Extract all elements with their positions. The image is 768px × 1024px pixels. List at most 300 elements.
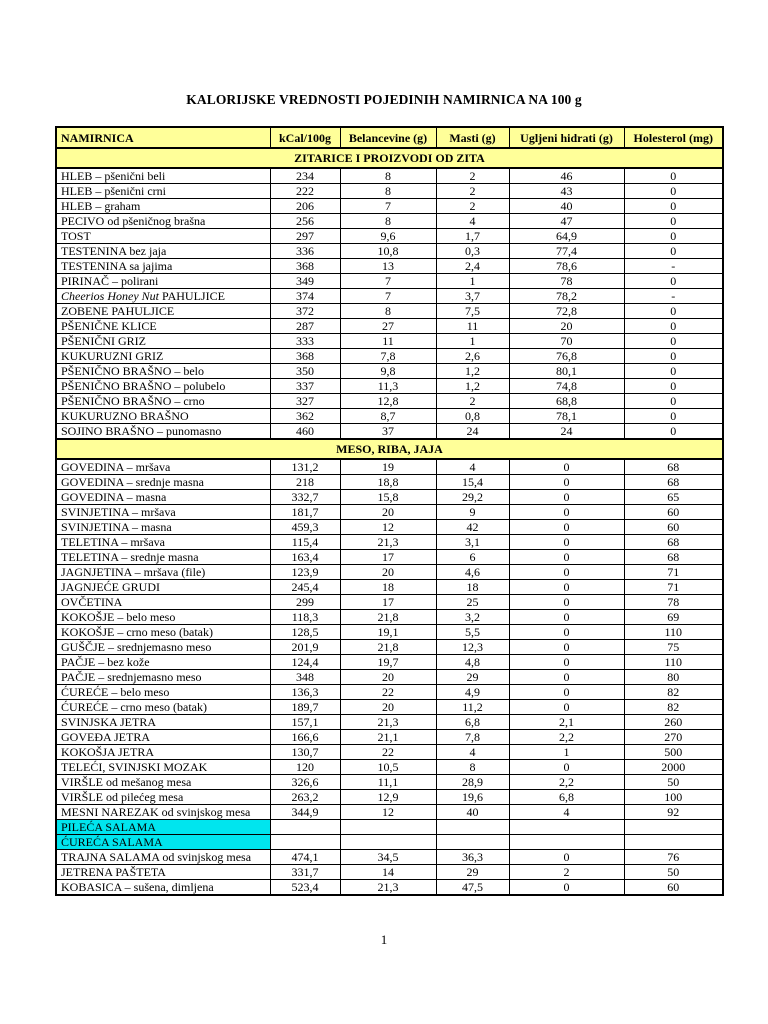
table-row: [56, 610, 723, 625]
food-name-cell: [56, 805, 270, 820]
chol-cell: 60: [624, 505, 723, 520]
protein-cell: 21,8: [340, 640, 436, 655]
table-row: [56, 214, 723, 229]
food-name: HLEB – pšenični crni: [61, 184, 166, 198]
kcal-cell: 218: [270, 475, 340, 490]
chol-cell: 69: [624, 610, 723, 625]
food-name: GOVEDINA – masna: [61, 490, 167, 504]
fat-cell: 2: [436, 394, 509, 409]
carbs-cell: 2,1: [509, 715, 624, 730]
table-row: [56, 319, 723, 334]
chol-cell: 76: [624, 850, 723, 865]
fat-cell: 40: [436, 805, 509, 820]
fat-cell: 4: [436, 459, 509, 475]
food-name: SVINJSKA JETRA: [61, 715, 157, 729]
carbs-cell: 0: [509, 580, 624, 595]
chol-cell: -: [624, 289, 723, 304]
kcal-cell: 263,2: [270, 790, 340, 805]
protein-cell: 10,8: [340, 244, 436, 259]
carbs-cell: 1: [509, 745, 624, 760]
kcal-cell: 374: [270, 289, 340, 304]
fat-cell: 1,7: [436, 229, 509, 244]
protein-cell: 9,8: [340, 364, 436, 379]
fat-cell: 8: [436, 760, 509, 775]
protein-cell: 17: [340, 595, 436, 610]
chol-cell: 2000: [624, 760, 723, 775]
protein-cell: 11,1: [340, 775, 436, 790]
protein-cell: 18,8: [340, 475, 436, 490]
table-row: [56, 595, 723, 610]
fat-cell: 29,2: [436, 490, 509, 505]
carbs-cell: 78,6: [509, 259, 624, 274]
food-name-cell: [56, 880, 270, 896]
food-name: KOKOŠJE – belo meso: [61, 610, 176, 624]
table-row: [56, 790, 723, 805]
carbs-cell: 0: [509, 655, 624, 670]
carbs-cell: 0: [509, 520, 624, 535]
chol-cell: 0: [624, 424, 723, 440]
kcal-cell: 201,9: [270, 640, 340, 655]
protein-cell: 11: [340, 334, 436, 349]
table-row: [56, 289, 723, 304]
food-name-cell: [56, 424, 270, 440]
table-row: [56, 244, 723, 259]
carbs-cell: [509, 835, 624, 850]
table-row: [56, 379, 723, 394]
food-name-cell: [56, 850, 270, 865]
carbs-cell: 72,8: [509, 304, 624, 319]
protein-cell: 20: [340, 700, 436, 715]
table-row: [56, 580, 723, 595]
food-name: TELETINA – mršava: [61, 535, 165, 549]
table-row: [56, 535, 723, 550]
fat-cell: 28,9: [436, 775, 509, 790]
food-name-cell: [56, 475, 270, 490]
food-name: JAGNJETINA – mršava (file): [61, 565, 206, 579]
chol-cell: 100: [624, 790, 723, 805]
fat-cell: 1: [436, 274, 509, 289]
chol-cell: 0: [624, 379, 723, 394]
food-name: KOKOŠJA JETRA: [61, 745, 155, 759]
table-row: [56, 229, 723, 244]
food-brand-name: Cheerios Honey Nut: [61, 289, 159, 303]
chol-cell: 0: [624, 409, 723, 424]
chol-cell: 60: [624, 880, 723, 896]
protein-cell: 9,6: [340, 229, 436, 244]
food-name: VIRŠLE od pilećeg mesa: [61, 790, 184, 804]
fat-cell: 2: [436, 199, 509, 214]
food-name: KOBASICA – sušena, dimljena: [61, 880, 214, 894]
fat-cell: 2: [436, 184, 509, 199]
kcal-cell: 459,3: [270, 520, 340, 535]
fat-cell: [436, 820, 509, 835]
food-name: ĆUREĆE – belo meso: [61, 685, 170, 699]
food-name-cell: [56, 535, 270, 550]
protein-cell: 34,5: [340, 850, 436, 865]
fat-cell: 3,1: [436, 535, 509, 550]
protein-cell: 13: [340, 259, 436, 274]
chol-cell: 75: [624, 640, 723, 655]
food-name-cell: [56, 364, 270, 379]
protein-cell: 12,9: [340, 790, 436, 805]
kcal-cell: 181,7: [270, 505, 340, 520]
carbs-cell: 2: [509, 865, 624, 880]
kcal-cell: 350: [270, 364, 340, 379]
protein-cell: 8: [340, 304, 436, 319]
food-name: KUKURUZNI GRIZ: [61, 349, 164, 363]
food-name-cell: [56, 745, 270, 760]
food-name-cell: [56, 550, 270, 565]
chol-cell: 0: [624, 319, 723, 334]
carbs-cell: 64,9: [509, 229, 624, 244]
header-namirnica: NAMIRNICA: [56, 127, 270, 148]
food-name: TESTENINA sa jajima: [61, 259, 173, 273]
food-name-cell: [56, 379, 270, 394]
food-name-cell: [56, 775, 270, 790]
fat-cell: 7,8: [436, 730, 509, 745]
table-header-row: [56, 127, 723, 148]
protein-cell: 19,7: [340, 655, 436, 670]
section-title: ZITARICE I PROIZVODI OD ZITA: [56, 148, 723, 168]
fat-cell: 4: [436, 214, 509, 229]
section-header-row: [56, 148, 723, 168]
carbs-cell: 46: [509, 168, 624, 184]
table-row: [56, 655, 723, 670]
chol-cell: 0: [624, 168, 723, 184]
food-name: VIRŠLE od mešanog mesa: [61, 775, 192, 789]
protein-cell: 20: [340, 505, 436, 520]
table-row: [56, 730, 723, 745]
protein-cell: 17: [340, 550, 436, 565]
kcal-cell: 372: [270, 304, 340, 319]
food-name-cell: [56, 319, 270, 334]
food-name: PŠENIČNO BRAŠNO – crno: [61, 394, 205, 408]
chol-cell: -: [624, 259, 723, 274]
table-row: [56, 475, 723, 490]
protein-cell: 7,8: [340, 349, 436, 364]
fat-cell: 2,6: [436, 349, 509, 364]
chol-cell: 50: [624, 775, 723, 790]
table-row: [56, 394, 723, 409]
nutrition-table: [55, 126, 724, 896]
chol-cell: 260: [624, 715, 723, 730]
fat-cell: 5,5: [436, 625, 509, 640]
kcal-cell: 189,7: [270, 700, 340, 715]
chol-cell: 0: [624, 199, 723, 214]
table-row: [56, 490, 723, 505]
food-name-cell: [56, 580, 270, 595]
fat-cell: 9: [436, 505, 509, 520]
chol-cell: 68: [624, 475, 723, 490]
food-name: JETRENA PAŠTETA: [61, 865, 166, 879]
food-name-cell: [56, 304, 270, 319]
food-name: PŠENIČNO BRAŠNO – belo: [61, 364, 205, 378]
fat-cell: 0,3: [436, 244, 509, 259]
fat-cell: 1,2: [436, 379, 509, 394]
food-name: TOST: [61, 229, 91, 243]
protein-cell: 37: [340, 424, 436, 440]
protein-cell: 10,5: [340, 760, 436, 775]
kcal-cell: 349: [270, 274, 340, 289]
protein-cell: 8: [340, 184, 436, 199]
food-name-cell: [56, 214, 270, 229]
carbs-cell: 0: [509, 670, 624, 685]
kcal-cell: 299: [270, 595, 340, 610]
fat-cell: 29: [436, 865, 509, 880]
kcal-cell: 331,7: [270, 865, 340, 880]
carbs-cell: 80,1: [509, 364, 624, 379]
food-name-cell: [56, 565, 270, 580]
food-name-cell: [56, 655, 270, 670]
fat-cell: 0,8: [436, 409, 509, 424]
kcal-cell: 118,3: [270, 610, 340, 625]
carbs-cell: 40: [509, 199, 624, 214]
chol-cell: 110: [624, 655, 723, 670]
food-name: TESTENINA bez jaja: [61, 244, 167, 258]
kcal-cell: 123,9: [270, 565, 340, 580]
fat-cell: 4: [436, 745, 509, 760]
table-row: [56, 625, 723, 640]
carbs-cell: 76,8: [509, 349, 624, 364]
food-name-cell: [56, 520, 270, 535]
table-row: [56, 565, 723, 580]
fat-cell: 24: [436, 424, 509, 440]
protein-cell: 12,8: [340, 394, 436, 409]
protein-cell: 12: [340, 520, 436, 535]
kcal-cell: 326,6: [270, 775, 340, 790]
protein-cell: 19,1: [340, 625, 436, 640]
carbs-cell: 0: [509, 700, 624, 715]
kcal-cell: 523,4: [270, 880, 340, 896]
fat-cell: 1: [436, 334, 509, 349]
kcal-cell: [270, 820, 340, 835]
section-header-row: [56, 439, 723, 459]
food-name-cell: [56, 595, 270, 610]
food-name-cell: [56, 715, 270, 730]
fat-cell: 7,5: [436, 304, 509, 319]
carbs-cell: 0: [509, 505, 624, 520]
food-name-cell: [56, 349, 270, 364]
table-row: [56, 364, 723, 379]
food-name-cell: [56, 640, 270, 655]
header-protein: Belancevine (g): [340, 127, 436, 148]
kcal-cell: 163,4: [270, 550, 340, 565]
food-name: SVINJETINA – masna: [61, 520, 172, 534]
chol-cell: [624, 820, 723, 835]
kcal-cell: 336: [270, 244, 340, 259]
carbs-cell: 0: [509, 760, 624, 775]
kcal-cell: 130,7: [270, 745, 340, 760]
carbs-cell: 24: [509, 424, 624, 440]
kcal-cell: 368: [270, 259, 340, 274]
carbs-cell: 0: [509, 595, 624, 610]
table-row: [56, 304, 723, 319]
food-name: TELETINA – srednje masna: [61, 550, 199, 564]
kcal-cell: 166,6: [270, 730, 340, 745]
carbs-cell: 0: [509, 535, 624, 550]
carbs-cell: 2,2: [509, 775, 624, 790]
kcal-cell: 115,4: [270, 535, 340, 550]
carbs-cell: 4: [509, 805, 624, 820]
fat-cell: 36,3: [436, 850, 509, 865]
food-name-cell: [56, 790, 270, 805]
table-row: [56, 550, 723, 565]
food-name: PILEĆA SALAMA: [61, 820, 157, 834]
chol-cell: 71: [624, 565, 723, 580]
chol-cell: 0: [624, 274, 723, 289]
fat-cell: 42: [436, 520, 509, 535]
fat-cell: 1,2: [436, 364, 509, 379]
fat-cell: 11: [436, 319, 509, 334]
food-name-cell: [56, 184, 270, 199]
food-name: SVINJETINA – mršava: [61, 505, 176, 519]
table-row: [56, 640, 723, 655]
food-name-cell: [56, 409, 270, 424]
carbs-cell: 77,4: [509, 244, 624, 259]
table-row: [56, 820, 723, 835]
protein-cell: 7: [340, 199, 436, 214]
food-name: GUŠČJE – srednjemasno meso: [61, 640, 212, 654]
fat-cell: 3,7: [436, 289, 509, 304]
kcal-cell: 332,7: [270, 490, 340, 505]
table-row: [56, 685, 723, 700]
chol-cell: 92: [624, 805, 723, 820]
protein-cell: 21,1: [340, 730, 436, 745]
fat-cell: 2,4: [436, 259, 509, 274]
protein-cell: 18: [340, 580, 436, 595]
carbs-cell: 0: [509, 625, 624, 640]
kcal-cell: 287: [270, 319, 340, 334]
protein-cell: [340, 835, 436, 850]
food-name: GOVEDINA – srednje masna: [61, 475, 204, 489]
food-name-cell: [56, 610, 270, 625]
protein-cell: 20: [340, 670, 436, 685]
carbs-cell: 74,8: [509, 379, 624, 394]
carbs-cell: 0: [509, 880, 624, 896]
table-row: [56, 850, 723, 865]
protein-cell: 22: [340, 745, 436, 760]
protein-cell: [340, 820, 436, 835]
chol-cell: 68: [624, 535, 723, 550]
kcal-cell: 206: [270, 199, 340, 214]
chol-cell: 0: [624, 334, 723, 349]
kcal-cell: 327: [270, 394, 340, 409]
carbs-cell: 68,8: [509, 394, 624, 409]
kcal-cell: 474,1: [270, 850, 340, 865]
protein-cell: 8: [340, 168, 436, 184]
protein-cell: 14: [340, 865, 436, 880]
carbs-cell: 78,2: [509, 289, 624, 304]
protein-cell: 7: [340, 289, 436, 304]
table-row: [56, 760, 723, 775]
carbs-cell: 0: [509, 459, 624, 475]
food-name-cell: [56, 865, 270, 880]
protein-cell: 21,3: [340, 535, 436, 550]
fat-cell: 6,8: [436, 715, 509, 730]
chol-cell: 0: [624, 304, 723, 319]
fat-cell: 25: [436, 595, 509, 610]
kcal-cell: 348: [270, 670, 340, 685]
food-name-cell: [56, 760, 270, 775]
food-name: MESNI NAREZAK od svinjskog mesa: [61, 805, 251, 819]
kcal-cell: 337: [270, 379, 340, 394]
chol-cell: 0: [624, 184, 723, 199]
food-name-cell: [56, 459, 270, 475]
carbs-cell: 0: [509, 610, 624, 625]
table-row: [56, 520, 723, 535]
protein-cell: 7: [340, 274, 436, 289]
kcal-cell: 245,4: [270, 580, 340, 595]
food-name-cell: [56, 168, 270, 184]
kcal-cell: 136,3: [270, 685, 340, 700]
protein-cell: 15,8: [340, 490, 436, 505]
chol-cell: 68: [624, 459, 723, 475]
table-row: [56, 775, 723, 790]
food-name-cell: [56, 490, 270, 505]
chol-cell: 0: [624, 229, 723, 244]
table-row: [56, 805, 723, 820]
kcal-cell: 368: [270, 349, 340, 364]
chol-cell: 0: [624, 214, 723, 229]
table-row: [56, 409, 723, 424]
carbs-cell: 0: [509, 475, 624, 490]
kcal-cell: 256: [270, 214, 340, 229]
fat-cell: 12,3: [436, 640, 509, 655]
food-name: PECIVO od pšeničnog brašna: [61, 214, 206, 228]
food-name-cell: [56, 670, 270, 685]
food-name-cell: [56, 730, 270, 745]
table-row: [56, 349, 723, 364]
kcal-cell: 120: [270, 760, 340, 775]
protein-cell: 21,3: [340, 880, 436, 896]
chol-cell: 68: [624, 550, 723, 565]
chol-cell: 0: [624, 349, 723, 364]
fat-cell: 3,2: [436, 610, 509, 625]
header-cholesterol: Holesterol (mg): [624, 127, 723, 148]
food-name-cell: [56, 820, 270, 835]
food-name: ĆUREĆE – crno meso (batak): [61, 700, 207, 714]
food-name: KUKURUZNO BRAŠNO: [61, 409, 189, 423]
table-row: [56, 505, 723, 520]
food-name: JAGNJEĆE GRUDI: [61, 580, 160, 594]
chol-cell: 500: [624, 745, 723, 760]
page-title: KALORIJSKE VREDNOSTI POJEDINIH NAMIRNICA NA 100 g: [186, 92, 582, 107]
chol-cell: 65: [624, 490, 723, 505]
table-row: [56, 880, 723, 896]
carbs-cell: 2,2: [509, 730, 624, 745]
protein-cell: 21,3: [340, 715, 436, 730]
table-row: [56, 835, 723, 850]
food-name: PŠENIČNE KLICE: [61, 319, 157, 333]
food-name: TELEĆI, SVINJSKI MOZAK: [61, 760, 208, 774]
kcal-cell: 344,9: [270, 805, 340, 820]
fat-cell: 18: [436, 580, 509, 595]
chol-cell: [624, 835, 723, 850]
carbs-cell: 0: [509, 490, 624, 505]
protein-cell: 21,8: [340, 610, 436, 625]
food-name: PŠENIČNO BRAŠNO – polubelo: [61, 379, 226, 393]
fat-cell: 47,5: [436, 880, 509, 896]
kcal-cell: 333: [270, 334, 340, 349]
fat-cell: 4,6: [436, 565, 509, 580]
kcal-cell: [270, 835, 340, 850]
food-name: PAČJE – bez kože: [61, 655, 150, 669]
food-name-cell: [56, 199, 270, 214]
protein-cell: 8,7: [340, 409, 436, 424]
chol-cell: 78: [624, 595, 723, 610]
carbs-cell: 0: [509, 640, 624, 655]
table-row: [56, 259, 723, 274]
